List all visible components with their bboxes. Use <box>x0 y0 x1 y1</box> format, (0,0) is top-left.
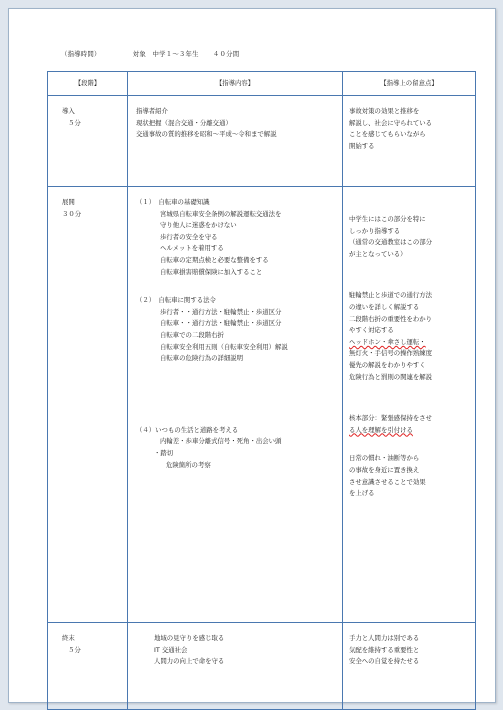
section-title: （４）いつもの生活と道路を考える <box>136 425 239 434</box>
content-line: 自転車の危険行為の詳細説明 <box>160 354 244 363</box>
content-line: 内輪差・歩車分離式信号・死角・出会い頭 <box>160 437 282 446</box>
note-line: を上げる <box>349 489 375 498</box>
content-line: ヘルメットを着用する <box>160 244 224 253</box>
content-line: 地域の見守りを感じ取る <box>154 634 225 642</box>
note-line: 開始する <box>349 141 375 150</box>
stage-cell-development <box>48 187 128 623</box>
content-line: 人間力の向上で命を守る <box>154 657 225 666</box>
stage-minutes: ５分 <box>68 118 81 127</box>
note-line: 優先の解説をわかりやすく <box>349 360 426 369</box>
document-page <box>8 8 496 703</box>
notes-cell-development <box>343 187 476 623</box>
content-cell-development <box>128 187 343 623</box>
content-line: 自転車損害賠償保険に加入すること <box>160 267 263 276</box>
note-line: 中学生にはこの部分を特に <box>349 215 426 223</box>
content-cell-summary <box>128 623 343 710</box>
stage-name: 導入 <box>62 107 75 115</box>
lesson-header <box>61 49 239 58</box>
lesson-duration: ４０分間 <box>212 50 240 58</box>
table-row-intro <box>48 96 476 187</box>
content-line: ・踏切 <box>154 448 174 457</box>
note-line: させ意識させることで効果 <box>349 477 426 486</box>
note-line: 事故対策の効果と推移を <box>349 107 420 115</box>
content-line: 指導者紹介 <box>136 107 168 115</box>
note-line: 駐輪禁止と歩道での通行方法 <box>349 291 433 300</box>
content-line: 自転車の定期点検と必要な整備をする <box>160 255 269 264</box>
content-line: 現状把握（混合交通・分離交通） <box>136 118 232 127</box>
stage-cell-intro <box>48 96 128 187</box>
content-line: 宮城県自転車安全条例の解説運転交通法を <box>160 209 282 218</box>
notes-cell-intro <box>343 96 476 187</box>
note-line: 気配を維持する重要性と <box>349 645 420 654</box>
stage-name: 展開 <box>62 198 75 206</box>
section-title: （１） 自転車の基礎知識 <box>136 198 210 206</box>
content-line: 自転車での二段階右折 <box>160 330 224 339</box>
table-row-development <box>48 187 476 623</box>
content-line: 自転車安全利用五則（自転車安全利用）解説 <box>160 342 288 351</box>
note-line: が主となっている） <box>349 249 407 258</box>
note-line: やすく対応する <box>349 326 394 335</box>
content-line: 交通事故の質的推移を昭和～平成～令和まで解説 <box>136 130 277 139</box>
time-label: （指導時間） <box>61 50 101 58</box>
note-line: ヘッドホン・傘さし運転・ <box>349 337 426 346</box>
stage-minutes: ５分 <box>68 645 81 654</box>
content-line: IT 交通社会 <box>154 645 188 654</box>
stage-minutes: ３０分 <box>62 209 82 218</box>
note-line: 無灯火・手信号の操作熟練度 <box>349 349 433 358</box>
note-line: ことを感じてもらいながら <box>349 130 426 139</box>
note-line: の事故を身近に置き換え <box>349 465 420 474</box>
header-notes: 【指導上の留意点】 <box>343 72 476 96</box>
note-line: 解説し、社会に守られている <box>349 118 433 127</box>
note-line: る人を理解を引付ける <box>349 425 413 434</box>
content-line: 自転車・・通行方法・駐輪禁止・歩道区分 <box>160 319 282 328</box>
section-title: （２） 自転車に関する法令 <box>136 296 216 305</box>
note-line: 日常の慣れ・油断等から <box>349 454 420 463</box>
table-row-summary <box>48 623 476 710</box>
content-line: 危険箇所の考察 <box>166 460 211 469</box>
stage-cell-summary <box>48 623 128 710</box>
note-line: しっかり指導する <box>349 226 401 235</box>
header-stage: 【段階】 <box>48 72 128 96</box>
content-line: 歩行者の安全を守る <box>160 232 218 241</box>
lesson-plan-table <box>47 71 476 710</box>
note-line: 二段階右折の重要性をわかり <box>349 314 433 323</box>
note-line: の違いを詳しく解説する <box>349 302 420 311</box>
note-line: （通常の交通教室はこの部分 <box>349 238 433 247</box>
note-line: 核本部分：緊張感保持をさせ <box>349 414 433 423</box>
note-line: 危険行為と罰則の関連を解説 <box>349 372 433 381</box>
table-header-row <box>48 72 476 96</box>
content-line: 歩行者・・通行方法・駐輪禁止・歩道区分 <box>160 307 282 316</box>
content-line: 守り他人に迷惑をかけない <box>160 221 237 230</box>
header-content: 【指導内容】 <box>128 72 343 96</box>
content-cell-intro <box>128 96 343 187</box>
note-line: 手力と人間力は別である <box>349 634 420 642</box>
notes-cell-summary <box>343 623 476 710</box>
stage-name: 終末 <box>62 634 75 642</box>
target-audience: 対象 中学１～３年生 <box>132 50 199 58</box>
note-line: 安全への自覚を持たせる <box>349 657 420 666</box>
